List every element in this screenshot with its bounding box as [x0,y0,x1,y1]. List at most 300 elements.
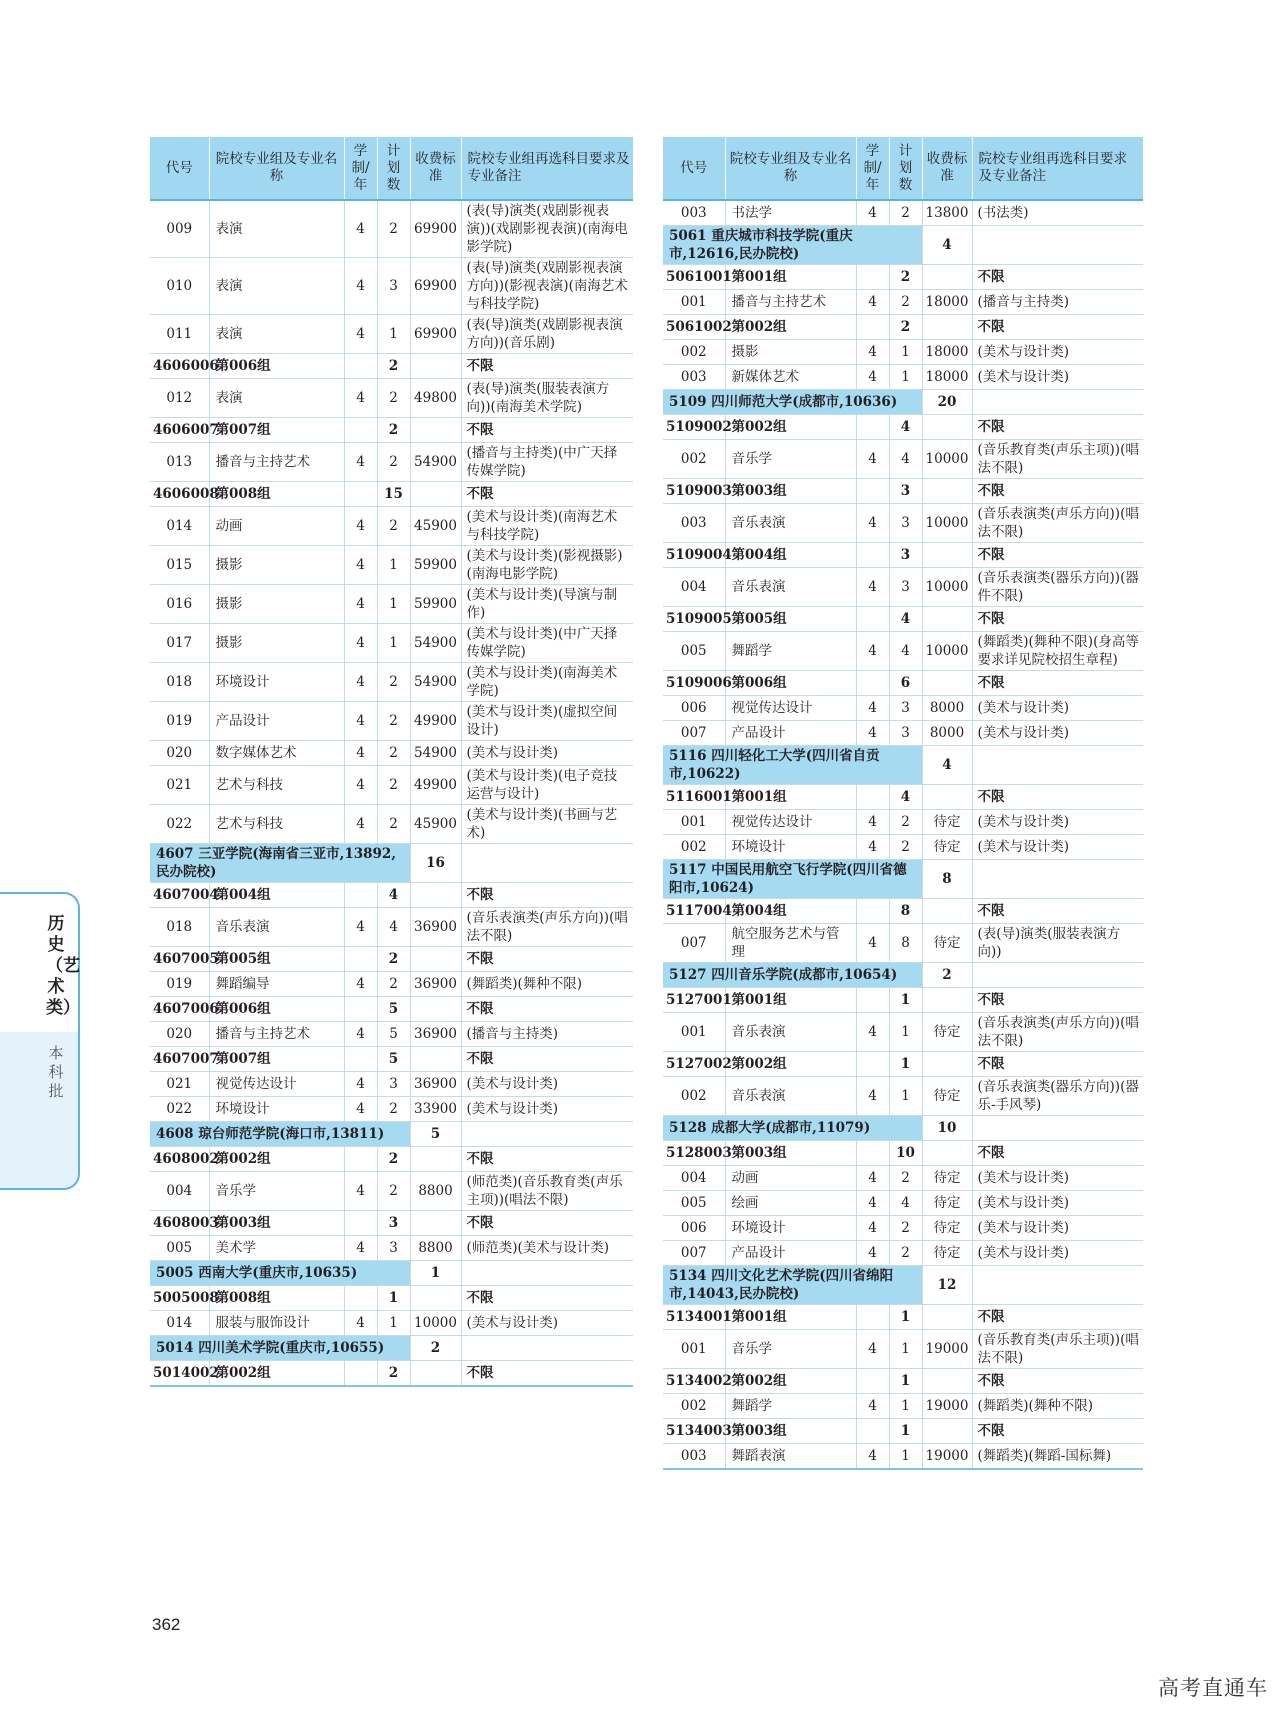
major-years: 4 [856,440,889,479]
major-years: 4 [344,585,377,624]
major-name: 服装与服饰设计 [209,1311,344,1336]
major-fee: 49800 [410,379,461,418]
major-years: 4 [344,379,377,418]
group-code: 5109002 [663,415,725,440]
group-name: 第002组 [725,1052,856,1077]
group-fee [922,785,972,810]
major-years: 4 [344,1097,377,1122]
major-note: (播音与主持类) [461,1022,633,1047]
group-note: 不限 [972,1305,1143,1330]
major-code: 003 [663,200,725,226]
major-fee: 69900 [410,258,461,315]
group-row [663,785,1143,810]
major-name: 表演 [209,315,344,354]
major-fee: 18000 [922,290,972,315]
major-name: 音乐学 [725,440,856,479]
group-years [856,1141,889,1166]
school-note [972,963,1143,988]
major-fee: 10000 [922,568,972,607]
header-note: 院校专业组再选科目要求及专业备注 [461,137,633,200]
major-note: (美术与设计类)(南海美术学院) [461,663,633,702]
major-row [150,1097,633,1122]
major-note: (音乐表演类(声乐方向))(唱法不限) [972,1013,1143,1052]
major-row [150,624,633,663]
major-years: 4 [856,721,889,746]
header-years: 学制/年 [856,137,889,200]
school-name: 4608 琼台师范学院(海口市,13811) [150,1122,410,1147]
group-name: 第003组 [725,479,856,504]
group-row [663,479,1143,504]
major-note: (师范类)(音乐教育类(声乐主项))(唱法不限) [461,1172,633,1211]
group-name: 第006组 [725,671,856,696]
major-fee: 19000 [922,1330,972,1369]
group-fee [922,671,972,696]
major-fee: 待定 [922,1191,972,1216]
major-code: 020 [150,1022,209,1047]
major-name: 视觉传达设计 [725,810,856,835]
major-code: 001 [663,1013,725,1052]
group-plan: 4 [889,415,922,440]
group-name: 第004组 [725,899,856,924]
major-name: 新媒体艺术 [725,365,856,390]
major-plan: 2 [889,1216,922,1241]
major-fee: 待定 [922,1013,972,1052]
group-plan: 5 [377,1047,410,1072]
school-row [663,226,1143,265]
major-name: 视觉传达设计 [209,1072,344,1097]
group-note: 不限 [972,543,1143,568]
major-years: 4 [344,741,377,766]
group-note: 不限 [461,1211,633,1236]
major-code: 001 [663,290,725,315]
major-plan: 2 [377,1097,410,1122]
group-row [663,1419,1143,1444]
group-row [150,947,633,972]
group-code: 5014002 [150,1361,209,1387]
major-plan: 2 [889,1241,922,1266]
group-name: 第008组 [209,1286,344,1311]
major-code: 004 [663,1166,725,1191]
group-row [663,1305,1143,1330]
group-note: 不限 [461,997,633,1022]
major-fee: 10000 [410,1311,461,1336]
group-row [150,1147,633,1172]
major-name: 艺术与科技 [209,766,344,805]
major-fee: 69900 [410,315,461,354]
school-note [972,746,1143,785]
school-plan: 10 [922,1116,972,1141]
group-note: 不限 [461,418,633,443]
major-note: (表(导)演类(服装表演方向)) [972,924,1143,963]
major-code: 019 [150,702,209,741]
group-plan: 4 [889,607,922,632]
group-code: 4608003 [150,1211,209,1236]
group-fee [922,1369,972,1394]
side-tab-label: 历史（艺术类） [46,914,80,1018]
major-years: 4 [344,908,377,947]
group-row [663,1369,1143,1394]
major-fee: 待定 [922,835,972,860]
group-plan: 1 [377,1286,410,1311]
school-name: 5117 中国民用航空飞行学院(四川省德阳市,10624) [663,860,922,899]
major-code: 018 [150,663,209,702]
major-name: 音乐表演 [725,568,856,607]
major-code: 001 [663,1330,725,1369]
major-years: 4 [856,1216,889,1241]
major-code: 006 [663,696,725,721]
school-note [461,1122,633,1147]
major-plan: 2 [377,507,410,546]
school-row [663,860,1143,899]
major-fee: 8000 [922,721,972,746]
major-fee: 69900 [410,200,461,258]
major-fee: 36900 [410,1072,461,1097]
group-years [856,607,889,632]
major-code: 007 [663,1241,725,1266]
group-code: 5061001 [663,265,725,290]
major-note: (舞蹈类)(舞种不限) [461,972,633,997]
group-note: 不限 [461,947,633,972]
major-row [150,443,633,482]
group-plan: 2 [889,315,922,340]
group-code: 4607005 [150,947,209,972]
table-body-left [150,200,633,1386]
group-code: 4608002 [150,1147,209,1172]
group-row [663,415,1143,440]
school-plan: 12 [922,1266,972,1305]
page-number: 362 [152,1615,181,1634]
group-fee [410,997,461,1022]
major-name: 产品设计 [725,1241,856,1266]
school-row [150,1122,633,1147]
group-code: 5109005 [663,607,725,632]
major-name: 美术学 [209,1236,344,1261]
major-plan: 4 [889,1191,922,1216]
group-plan: 1 [889,1305,922,1330]
major-years: 4 [856,1191,889,1216]
major-code: 005 [663,1191,725,1216]
group-fee [410,883,461,908]
major-row [663,1330,1143,1369]
group-name: 第002组 [209,1147,344,1172]
school-note [461,844,633,883]
major-plan: 2 [377,443,410,482]
major-code: 022 [150,805,209,844]
group-years [344,1211,377,1236]
major-note: (表(导)演类(服装表演方向))(南海美术学院) [461,379,633,418]
group-name: 第005组 [209,947,344,972]
major-plan: 2 [889,1166,922,1191]
major-years: 4 [856,1241,889,1266]
group-plan: 2 [377,418,410,443]
school-plan: 2 [922,963,972,988]
major-row [663,290,1143,315]
major-years: 4 [856,1444,889,1470]
group-code: 4606007 [150,418,209,443]
group-years [344,947,377,972]
major-plan: 3 [889,721,922,746]
school-name: 5116 四川轻化工大学(四川省自贡市,10622) [663,746,922,785]
major-name: 表演 [209,258,344,315]
major-plan: 2 [377,972,410,997]
group-row [663,1052,1143,1077]
major-years: 4 [344,1311,377,1336]
group-fee [922,543,972,568]
major-row [150,663,633,702]
major-fee: 49900 [410,766,461,805]
major-plan: 2 [377,1172,410,1211]
major-plan: 1 [377,1311,410,1336]
major-code: 002 [663,340,725,365]
group-fee [922,988,972,1013]
group-name: 第002组 [209,1361,344,1387]
major-plan: 2 [377,741,410,766]
major-plan: 3 [377,1072,410,1097]
school-row [150,844,633,883]
major-row [150,1236,633,1261]
major-years: 4 [344,1236,377,1261]
major-row [150,741,633,766]
table-body-right [663,200,1143,1469]
major-fee: 19000 [922,1394,972,1419]
major-years: 4 [856,1077,889,1116]
school-note [972,1116,1143,1141]
major-note: (音乐表演类(声乐方向))(唱法不限) [461,908,633,947]
major-note: (播音与主持类)(中广天择传媒学院) [461,443,633,482]
major-years: 4 [856,1394,889,1419]
group-plan: 2 [377,354,410,379]
group-name: 第001组 [725,988,856,1013]
group-name: 第008组 [209,482,344,507]
group-row [150,1286,633,1311]
table-header-row [663,137,1143,200]
major-fee: 待定 [922,1077,972,1116]
group-code: 5134002 [663,1369,725,1394]
header-code: 代号 [663,137,725,200]
major-row [150,702,633,741]
major-plan: 2 [377,805,410,844]
major-code: 003 [663,504,725,543]
group-years [856,479,889,504]
major-code: 006 [663,1216,725,1241]
major-name: 音乐学 [209,1172,344,1211]
major-years: 4 [856,504,889,543]
group-years [856,415,889,440]
major-name: 表演 [209,379,344,418]
major-fee: 10000 [922,504,972,543]
major-years: 4 [344,624,377,663]
major-name: 环境设计 [209,663,344,702]
group-row [150,418,633,443]
major-note: (美术与设计类) [972,721,1143,746]
major-code: 004 [663,568,725,607]
major-years: 4 [344,766,377,805]
major-years: 4 [344,315,377,354]
group-years [856,1419,889,1444]
major-fee: 54900 [410,443,461,482]
major-name: 书法学 [725,200,856,226]
major-code: 002 [663,835,725,860]
major-row [150,315,633,354]
group-fee [922,415,972,440]
major-name: 音乐学 [725,1330,856,1369]
major-code: 021 [150,1072,209,1097]
major-name: 播音与主持艺术 [725,290,856,315]
school-note [972,390,1143,415]
major-note: (音乐表演类(器乐方向))(器件不限) [972,568,1143,607]
major-row [663,504,1143,543]
major-name: 音乐表演 [725,504,856,543]
major-code: 015 [150,546,209,585]
school-plan: 4 [922,746,972,785]
major-name: 舞蹈表演 [725,1444,856,1470]
group-note: 不限 [972,1419,1143,1444]
group-code: 5061002 [663,315,725,340]
major-code: 014 [150,1311,209,1336]
major-name: 摄影 [209,546,344,585]
major-row [150,200,633,258]
group-code: 5134001 [663,1305,725,1330]
school-plan: 4 [922,226,972,265]
group-years [344,997,377,1022]
major-code: 002 [663,440,725,479]
major-years: 4 [344,258,377,315]
group-fee [410,418,461,443]
major-fee: 45900 [410,805,461,844]
major-fee: 8800 [410,1236,461,1261]
major-row [150,1022,633,1047]
major-fee: 54900 [410,741,461,766]
group-years [344,1286,377,1311]
major-row [150,1072,633,1097]
group-row [150,1047,633,1072]
group-years [856,265,889,290]
group-name: 第007组 [209,1047,344,1072]
group-note: 不限 [972,785,1143,810]
major-name: 数字媒体艺术 [209,741,344,766]
major-fee: 10000 [922,632,972,671]
group-note: 不限 [972,265,1143,290]
major-row [663,1394,1143,1419]
major-row [150,546,633,585]
major-note: (美术与设计类) [461,1072,633,1097]
major-name: 航空服务艺术与管理 [725,924,856,963]
group-plan: 15 [377,482,410,507]
major-row [663,568,1143,607]
major-note: (美术与设计类) [972,1166,1143,1191]
major-note: (表(导)演类(戏剧影视表演方向))(影视表演)(南海艺术与科技学院) [461,258,633,315]
group-plan: 3 [377,1211,410,1236]
major-note: (师范类)(美术与设计类) [461,1236,633,1261]
major-fee: 59900 [410,585,461,624]
school-row [663,390,1143,415]
major-years: 4 [344,507,377,546]
group-years [856,315,889,340]
group-note: 不限 [972,1052,1143,1077]
group-row [150,482,633,507]
major-years: 4 [856,365,889,390]
group-note: 不限 [972,1369,1143,1394]
school-plan: 16 [410,844,461,883]
major-code: 018 [150,908,209,947]
major-code: 013 [150,443,209,482]
group-years [856,1369,889,1394]
major-plan: 1 [377,585,410,624]
group-plan: 1 [889,1419,922,1444]
school-note [972,226,1143,265]
major-code: 011 [150,315,209,354]
major-plan: 2 [889,200,922,226]
group-row [150,1361,633,1387]
header-fee: 收费标准 [922,137,972,200]
school-name: 5014 四川美术学院(重庆市,10655) [150,1336,410,1361]
major-name: 舞蹈学 [725,632,856,671]
major-row [150,507,633,546]
group-row [150,1211,633,1236]
major-fee: 59900 [410,546,461,585]
major-years: 4 [856,340,889,365]
group-name: 第003组 [725,1419,856,1444]
major-plan: 2 [377,379,410,418]
group-name: 第002组 [725,415,856,440]
major-code: 005 [150,1236,209,1261]
school-name: 5005 西南大学(重庆市,10635) [150,1261,410,1286]
major-row [150,585,633,624]
major-name: 产品设计 [209,702,344,741]
major-fee: 45900 [410,507,461,546]
major-note: (美术与设计类)(中广天择传媒学院) [461,624,633,663]
major-code: 016 [150,585,209,624]
group-fee [410,1286,461,1311]
group-name: 第001组 [725,265,856,290]
header-note: 院校专业组再选科目要求及专业备注 [972,137,1143,200]
major-note: (美术与设计类) [972,365,1143,390]
major-name: 音乐表演 [209,908,344,947]
group-years [344,482,377,507]
major-row [663,1013,1143,1052]
school-note [461,1336,633,1361]
major-fee: 8800 [410,1172,461,1211]
group-code: 4607006 [150,997,209,1022]
group-fee [410,1047,461,1072]
school-name: 4607 三亚学院(海南省三亚市,13892,民办院校) [150,844,410,883]
major-fee: 待定 [922,1166,972,1191]
school-plan: 1 [410,1261,461,1286]
major-name: 艺术与科技 [209,805,344,844]
major-name: 舞蹈编导 [209,972,344,997]
major-years: 4 [856,924,889,963]
major-years: 4 [856,1166,889,1191]
group-name: 第005组 [725,607,856,632]
major-fee: 36900 [410,972,461,997]
major-name: 动画 [209,507,344,546]
group-note: 不限 [461,1147,633,1172]
major-fee: 19000 [922,1444,972,1470]
major-code: 014 [150,507,209,546]
major-note: (表(导)演类(戏剧影视表演方向))(音乐剧) [461,315,633,354]
group-note: 不限 [972,988,1143,1013]
major-plan: 3 [889,504,922,543]
major-row [150,379,633,418]
major-years: 4 [344,805,377,844]
major-row [663,835,1143,860]
major-years: 4 [856,290,889,315]
school-row [663,1266,1143,1305]
group-row [663,607,1143,632]
major-plan: 1 [377,546,410,585]
major-code: 001 [663,810,725,835]
group-code: 4606006 [150,354,209,379]
